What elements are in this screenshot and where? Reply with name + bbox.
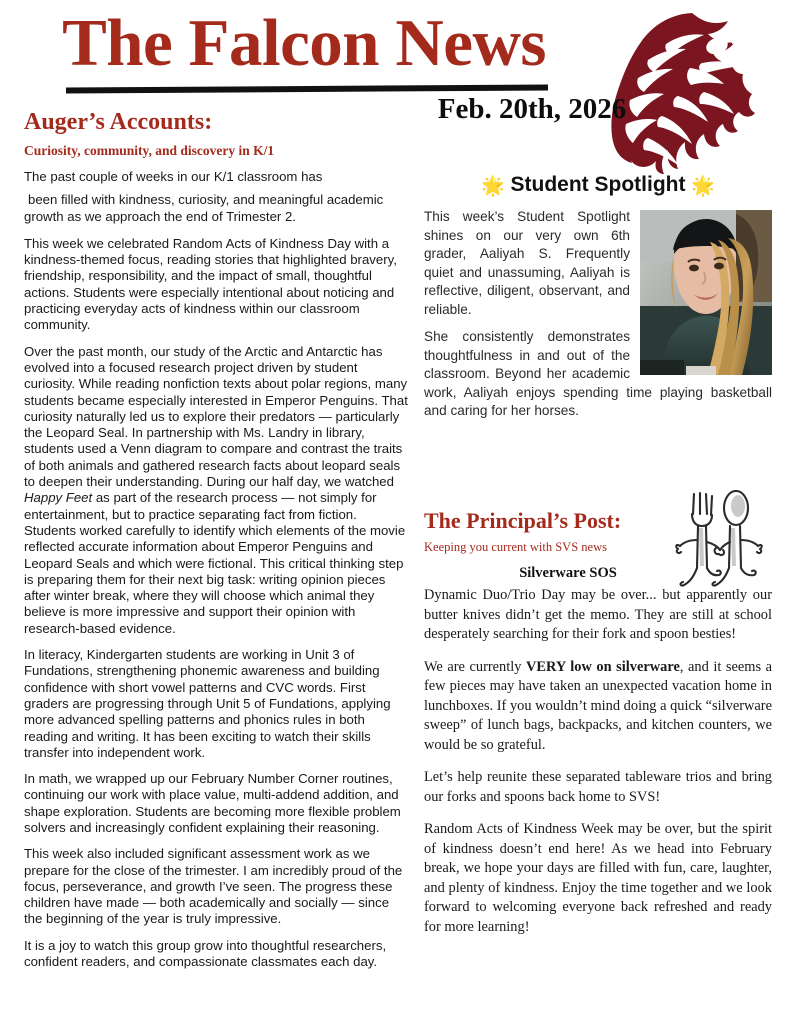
principal-p2-emphasis: VERY low on silverware <box>526 658 680 675</box>
principal-p2-post: , and it seems a few pieces may have taken an unexpected vacation home in lunchboxes. If you wouldn’t mind doing a quick “silverware sweep” of lunch bags, backpacks, and kitchen counters, we would be so grateful. <box>424 658 773 753</box>
spotlight-paragraph-2: She consistently demonstrates thoughtfulness in and out of the classroom. Beyond her academic work, Aaliyah enjoys spending time playing basketball and caring for her horses. <box>424 329 772 418</box>
augers-accounts-heading: Auger’s Accounts: <box>24 109 213 135</box>
principals-post-heading: The Principal’s Post: <box>424 508 622 533</box>
principal-paragraph-1: Dynamic Duo/Trio Day may be over... but apparently our butter knives didn’t get the memo. They are still at school desperately searching for their fork and spoon besties! <box>424 587 772 642</box>
auger-paragraph-5: In literacy, Kindergarten students are working in Unit 3 of Fundations, strengthening phonemic awareness and building confidence with short vowel patterns and CVC words. First graders are progressing through Unit 5 of Fundations, applying more advanced spelling patterns and phonics rules in both reading and writing. It has been exciting to watch their skills transfer into independent work. <box>24 647 391 760</box>
spotlight-paragraph-1: This week’s Student Spotlight shines on our very own 6th grader, Aaliyah S. Frequently quiet and unassuming, Aaliyah is reflective, diligent, observant, and reliable. <box>424 209 630 317</box>
auger-paragraph-3: This week we celebrated Random Acts of Kindness Day with a kindness-themed focus, reading stories that highlighted bravery, friendship, responsibility, and the impact of small, thoughtful actions. Students were especially intentional about noticing and practicing everyday acts of kindness within our classroom community. <box>24 235 397 333</box>
student-photo <box>640 210 772 375</box>
page-title: The Falcon News <box>62 6 546 80</box>
principal-p2-pre: We are currently <box>424 658 526 675</box>
principals-post-subject: Silverware SOS <box>519 565 617 581</box>
auger-paragraph-7: This week also included significant assessment work as we prepare for the close of the trimester. I am incredibly proud of the focus, perseverance, and growth I’ve seen. The progress these children have made — both academically and socially — since the beginning of the year is truly impressive. <box>24 846 403 927</box>
auger-paragraph-2: been filled with kindness, curiosity, and meaningful academic growth as we approach the end of Trimester 2. <box>24 192 384 224</box>
principals-post-section <box>424 508 772 950</box>
principal-paragraph-2 <box>424 658 772 756</box>
auger-arctic-lead: Over the past month, our study of the Arctic and Antarctic has evolved into a focused research project driven by student curiosity. While reading nonfiction texts about polar regions, many students became especially interested in Emperor Penguins. That curiosity naturally led us to explore their predators — particularly the Leopard Seal. In partnership with Ms. Landry in library, students used a Venn diagram to compare and contrast the traits of both animals and gathered research facts about leopard seals to deepen their understanding. During our half day, we watched <box>24 343 408 490</box>
principal-paragraph-3: Let’s help reunite these separated tableware trios and bring our forks and spoons back home to SVS! <box>424 769 772 805</box>
student-spotlight-body <box>424 208 772 430</box>
movie-title: Happy Feet <box>24 490 93 506</box>
issue-date: Feb. 20th, 2026 <box>437 93 627 125</box>
principals-post-subheading: Keeping you current with SVS news <box>424 540 607 554</box>
sparkle-star-icon-left: 🌟 <box>481 176 505 197</box>
student-spotlight-section <box>424 172 772 430</box>
auger-paragraph-8: It is a joy to watch this group grow into thoughtful researchers, confident readers, and compassionate classmates each day. <box>24 937 387 970</box>
augers-accounts-subheading: Curiosity, community, and discovery in K/1 <box>24 143 275 158</box>
student-spotlight-title: Student Spotlight <box>510 173 686 196</box>
auger-paragraph-1: The past couple of weeks in our K/1 classroom has <box>24 169 323 184</box>
student-spotlight-heading <box>424 172 772 200</box>
auger-arctic-tail: as part of the research process — not simply for entertainment, but to practice separating fact from fiction. Students worked carefully to identify which elements of the movie reflected accurate information about Emperor Penguins and Leopard Seals and which were fictional. This critical thinking step is preparing them for their next big task: writing opinion pieces after winter break, where they will choose which animal they believe is more impressive and support their opinion with research-based evidence. <box>24 490 406 636</box>
fork-and-spoon-characters-icon <box>664 490 768 594</box>
sparkle-star-icon-right: 🌟 <box>691 176 715 197</box>
auger-paragraph-6: In math, we wrapped up our February Number Corner routines, continuing our work with place value, multi-addend addition, and shape exploration. Students are becoming more flexible problem solvers and increasingly confident explaining their reasoning. <box>24 771 401 835</box>
principal-paragraph-4: Random Acts of Kindness Week may be over, but the spirit of kindness doesn’t end here! As we head into February break, we hope your days are filled with fun, care, laughter, and plenty of kindness. Enjoy the time together and we look forward to welcoming everyone back refreshed and ready for more learning! <box>424 821 772 935</box>
auger-paragraph-4 <box>24 344 408 637</box>
augers-accounts-column <box>24 108 408 980</box>
